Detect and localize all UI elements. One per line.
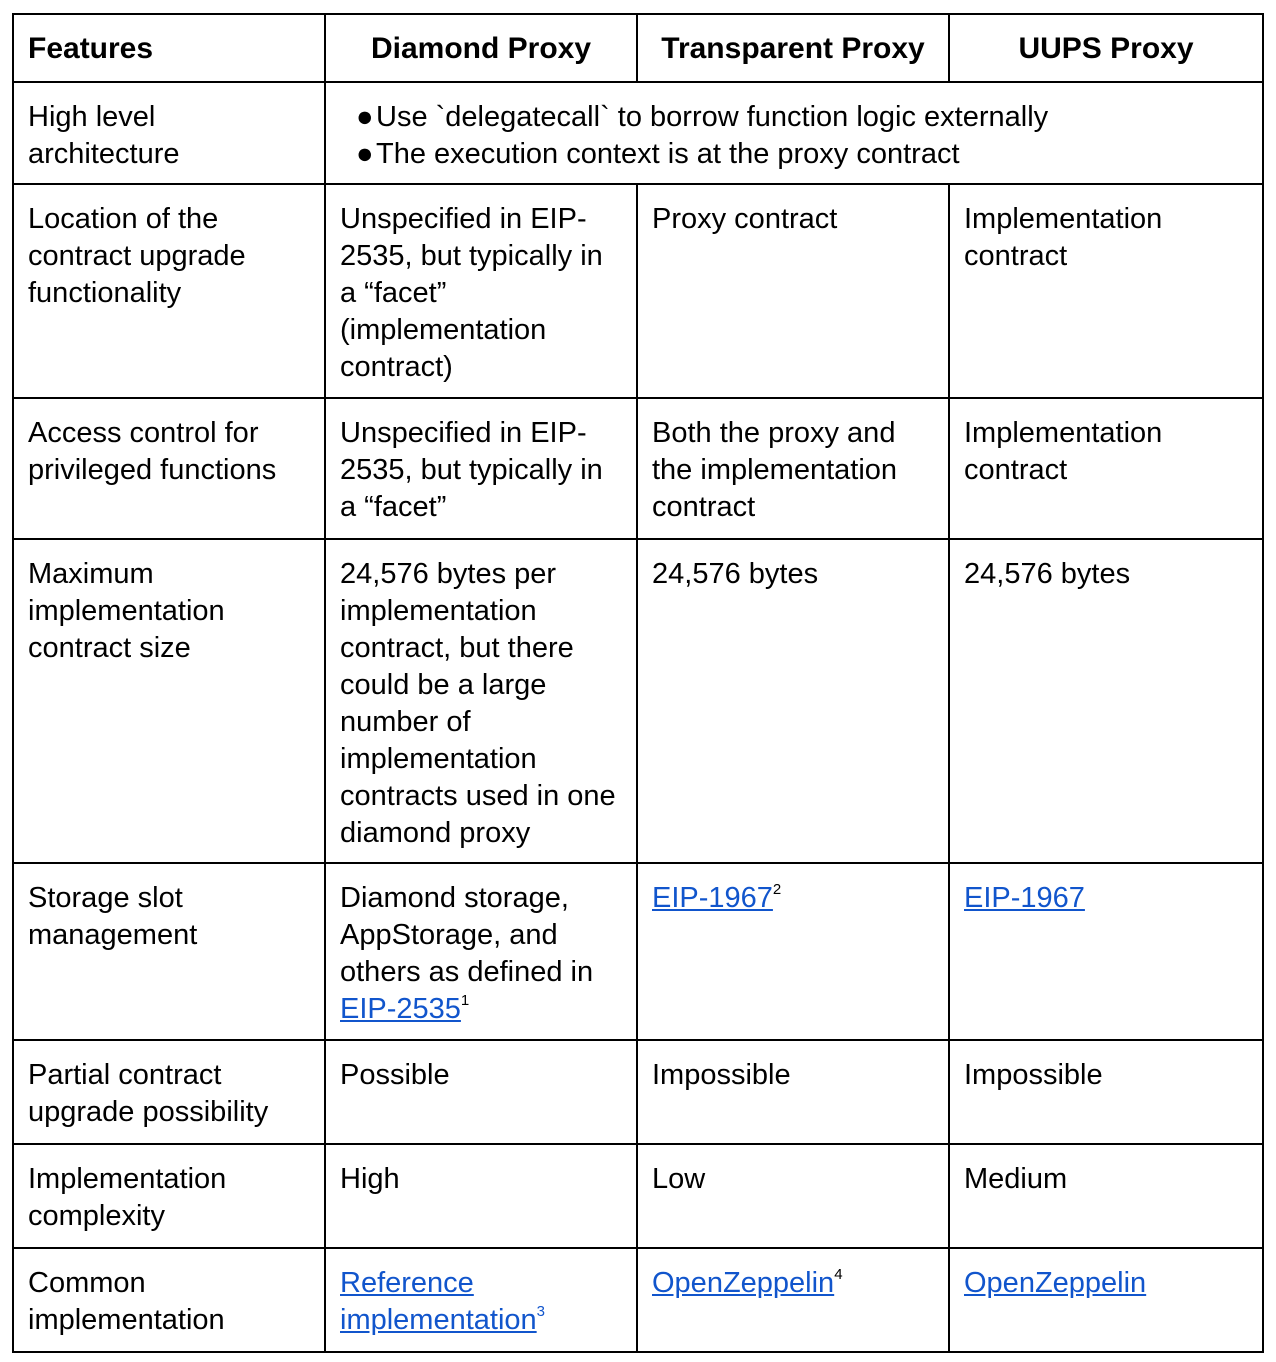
row-max-size [13, 539, 1263, 863]
transparent-value: Impossible [652, 1059, 791, 1091]
bullet-text: The execution context is at the proxy contract [376, 138, 960, 170]
feature-label: Location of the contract upgrade functionality [28, 203, 246, 309]
diamond-value: Possible [340, 1059, 450, 1091]
diamond-cell [325, 863, 637, 1040]
uups-value: Implementation contract [964, 417, 1163, 486]
row-common-implementation [13, 1248, 1263, 1352]
uups-value: Impossible [964, 1059, 1103, 1091]
uups-cell [949, 863, 1263, 1040]
transparent-cell [637, 1040, 949, 1144]
feature-label: Common implementation [28, 1267, 225, 1336]
header-row [13, 14, 1263, 82]
eip-2535-link[interactable]: EIP-2535 [340, 993, 461, 1025]
row-access-control [13, 398, 1263, 539]
feature-cell [13, 82, 325, 184]
transparent-value: Proxy contract [652, 203, 838, 235]
row-storage [13, 863, 1263, 1040]
feature-cell [13, 1040, 325, 1144]
diamond-value: 24,576 bytes per implementation contract, but there could be a large number of implementation contracts used in one diamond proxy [340, 558, 616, 849]
transparent-value: Low [652, 1163, 706, 1195]
feature-label: Storage slot management [28, 882, 198, 951]
feature-cell [13, 863, 325, 1040]
transparent-value: 24,576 bytes [652, 558, 819, 590]
transparent-value: Both the proxy and the implementation contract [652, 417, 898, 523]
row-partial-upgrade [13, 1040, 1263, 1144]
footnote-2[interactable]: 2 [772, 881, 782, 899]
footnote-4[interactable]: 4 [834, 1266, 843, 1284]
diamond-cell [325, 184, 637, 398]
transparent-cell [637, 1144, 949, 1248]
list-item [356, 99, 1248, 136]
feature-label: Implementation complexity [28, 1163, 227, 1232]
uups-value: Implementation contract [964, 203, 1163, 272]
architecture-bullet-list [340, 83, 1248, 173]
bullet-icon: ● [356, 138, 374, 170]
uups-value [964, 864, 1248, 917]
feature-label: High level architecture [28, 101, 180, 170]
transparent-value [652, 864, 934, 917]
diamond-storage-text: Diamond storage, AppStorage, and others as defined in [340, 882, 594, 988]
transparent-cell [637, 398, 949, 539]
header-uups-proxy: UUPS Proxy [949, 14, 1263, 82]
uups-value [964, 1249, 1248, 1302]
feature-cell [13, 539, 325, 863]
feature-cell [13, 1144, 325, 1248]
feature-label: Partial contract upgrade possibility [28, 1059, 269, 1128]
transparent-cell [637, 863, 949, 1040]
footnote-3[interactable]: 3 [536, 1303, 545, 1321]
row-location [13, 184, 1263, 398]
openzeppelin-link[interactable]: OpenZeppelin [652, 1267, 835, 1299]
feature-label: Access control for privileged functions [28, 417, 277, 486]
diamond-value [340, 864, 622, 1028]
openzeppelin-link[interactable]: OpenZeppelin [964, 1267, 1147, 1299]
uups-cell [949, 1248, 1263, 1352]
comparison-table [12, 13, 1264, 1353]
list-item [356, 136, 1248, 173]
transparent-cell [637, 539, 949, 863]
transparent-value [652, 1249, 934, 1302]
uups-value: Medium [964, 1163, 1068, 1195]
eip-1967-link[interactable]: EIP-1967 [652, 882, 773, 914]
feature-cell [13, 1248, 325, 1352]
diamond-cell [325, 398, 637, 539]
diamond-value [340, 1249, 622, 1339]
uups-cell [949, 184, 1263, 398]
header-features: Features [13, 14, 325, 82]
footnote-1[interactable]: 1 [460, 992, 470, 1010]
diamond-value: Unspecified in EIP-2535, but typically in a “facet” (implementation contract) [340, 203, 603, 383]
eip-1967-link[interactable]: EIP-1967 [964, 882, 1085, 914]
row-complexity [13, 1144, 1263, 1248]
uups-cell [949, 1040, 1263, 1144]
uups-cell [949, 398, 1263, 539]
diamond-cell [325, 1144, 637, 1248]
row-architecture [13, 82, 1263, 184]
header-diamond-proxy: Diamond Proxy [325, 14, 637, 82]
diamond-cell [325, 1040, 637, 1144]
reference-implementation-link[interactable]: Reference implementation [340, 1267, 537, 1336]
header-transparent-proxy: Transparent Proxy [637, 14, 949, 82]
architecture-cell [325, 82, 1263, 184]
feature-label: Maximum implementation contract size [28, 558, 225, 664]
diamond-value: High [340, 1163, 400, 1195]
bullet-text: Use `delegatecall` to borrow function logic externally [376, 101, 1049, 133]
feature-cell [13, 398, 325, 539]
uups-cell [949, 539, 1263, 863]
uups-value: 24,576 bytes [964, 558, 1131, 590]
diamond-value: Unspecified in EIP-2535, but typically in a “facet” [340, 417, 603, 523]
feature-cell [13, 184, 325, 398]
diamond-cell [325, 1248, 637, 1352]
transparent-cell [637, 184, 949, 398]
uups-cell [949, 1144, 1263, 1248]
transparent-cell [637, 1248, 949, 1352]
bullet-icon: ● [356, 101, 374, 133]
diamond-cell [325, 539, 637, 863]
